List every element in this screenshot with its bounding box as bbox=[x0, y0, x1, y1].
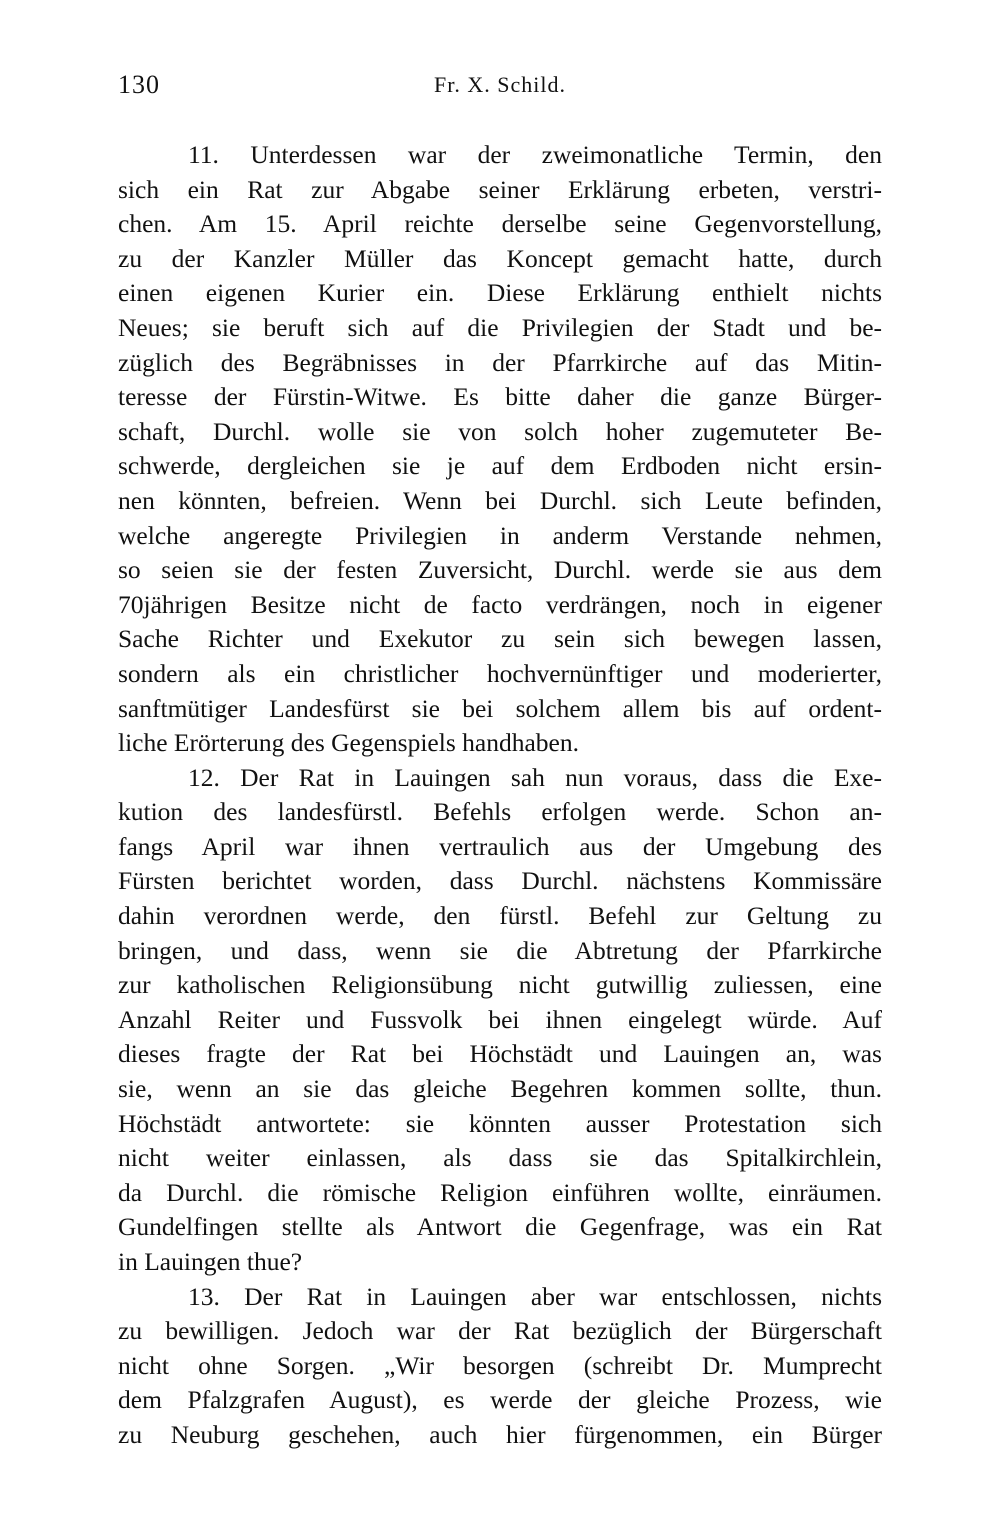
text-line: so seien sie der festen Zuversicht, Durchl. werde sie aus dem bbox=[118, 555, 882, 585]
text-line: dieses fragte der Rat bei Höchstädt und Lauingen an, was bbox=[118, 1039, 882, 1069]
paragraph-11 bbox=[118, 138, 882, 761]
text-line: nicht ohne Sorgen. „Wir besorgen (schreibt Dr. Mumprecht bbox=[118, 1350, 882, 1380]
text-line: welche angeregte Privilegien in anderm Verstande nehmen, bbox=[118, 520, 882, 550]
text-line: nicht weiter einlassen, als dass sie das Spitalkirchlein, bbox=[118, 1143, 882, 1173]
paragraph-12 bbox=[118, 761, 882, 1280]
body-text bbox=[118, 138, 882, 1453]
text-line: teresse der Fürstin-Witwe. Es bitte daher die ganze Bürger- bbox=[118, 382, 882, 412]
text-line: dahin verordnen werde, den fürstl. Befehl zur Geltung zu bbox=[118, 901, 882, 931]
text-line: sich ein Rat zur Abgabe seiner Erklärung erbeten, verstri- bbox=[118, 174, 882, 204]
text-line: 12. Der Rat in Lauingen sah nun voraus, dass die Exe- bbox=[188, 762, 882, 792]
text-line: Sache Richter und Exekutor zu sein sich bewegen lassen, bbox=[118, 624, 882, 654]
text-line: sondern als ein christlicher hochvernünftiger und moderierter, bbox=[118, 658, 882, 688]
text-line: liche Erörterung des Gegenspiels handhaben. bbox=[118, 728, 579, 758]
paragraph-13 bbox=[118, 1280, 882, 1453]
text-line: Höchstädt antwortete: sie könnten ausser Protestation sich bbox=[118, 1108, 882, 1138]
page-number: 130 bbox=[118, 70, 160, 99]
text-line: Fürsten berichtet worden, dass Durchl. nächstens Kommissäre bbox=[118, 866, 882, 896]
text-line: Anzahl Reiter und Fussvolk bei ihnen eingelegt würde. Auf bbox=[118, 1004, 882, 1034]
text-line: einen eigenen Kurier ein. Diese Erklärung enthielt nichts bbox=[118, 278, 882, 308]
text-line: zur katholischen Religionsübung nicht gutwillig zuliessen, eine bbox=[118, 970, 882, 1000]
text-line: chen. Am 15. April reichte derselbe seine Gegenvorstellung, bbox=[118, 209, 882, 239]
text-line: sanftmütiger Landesfürst sie bei solchem allem bis auf ordent- bbox=[118, 693, 882, 723]
text-line: Gundelfingen stellte als Antwort die Gegenfrage, was ein Rat bbox=[118, 1212, 882, 1242]
text-line: zu Neuburg geschehen, auch hier fürgenommen, ein Bürger bbox=[118, 1419, 882, 1449]
text-line: schwerde, dergleichen sie je auf dem Erdboden nicht ersin- bbox=[118, 451, 882, 481]
text-line: zu bewilligen. Jedoch war der Rat bezüglich der Bürgerschaft bbox=[118, 1316, 882, 1346]
text-line: dem Pfalzgrafen August), es werde der gleiche Prozess, wie bbox=[118, 1385, 882, 1415]
text-line: 13. Der Rat in Lauingen aber war entschlossen, nichts bbox=[188, 1281, 882, 1311]
text-line: bringen, und dass, wenn sie die Abtretung der Pfarrkirche bbox=[118, 935, 882, 965]
text-line: kution des landesfürstl. Befehls erfolgen werde. Schon an- bbox=[118, 797, 882, 827]
text-line: züglich des Begräbnisses in der Pfarrkirche auf das Mitin- bbox=[118, 347, 882, 377]
page-header bbox=[118, 70, 882, 106]
text-line: 70jährigen Besitze nicht de facto verdrängen, noch in eigener bbox=[118, 589, 882, 619]
text-line: fangs April war ihnen vertraulich aus der Umgebung des bbox=[118, 831, 882, 861]
text-line: Neues; sie beruft sich auf die Privilegien der Stadt und be- bbox=[118, 312, 882, 342]
text-line: nen könnten, befreien. Wenn bei Durchl. sich Leute befinden, bbox=[118, 485, 882, 515]
text-line: sie, wenn an sie das gleiche Begehren kommen sollte, thun. bbox=[118, 1074, 882, 1104]
text-line: zu der Kanzler Müller das Koncept gemacht hatte, durch bbox=[118, 243, 882, 273]
text-line: da Durchl. die römische Religion einführen wollte, einräumen. bbox=[118, 1177, 882, 1207]
text-line: 11. Unterdessen war der zweimonatliche Termin, den bbox=[188, 140, 882, 169]
text-line: schaft, Durchl. wolle sie von solch hoher zugemuteter Be- bbox=[118, 416, 882, 446]
running-head: Fr. X. Schild. bbox=[434, 72, 566, 97]
text-line: in Lauingen thue? bbox=[118, 1247, 303, 1276]
